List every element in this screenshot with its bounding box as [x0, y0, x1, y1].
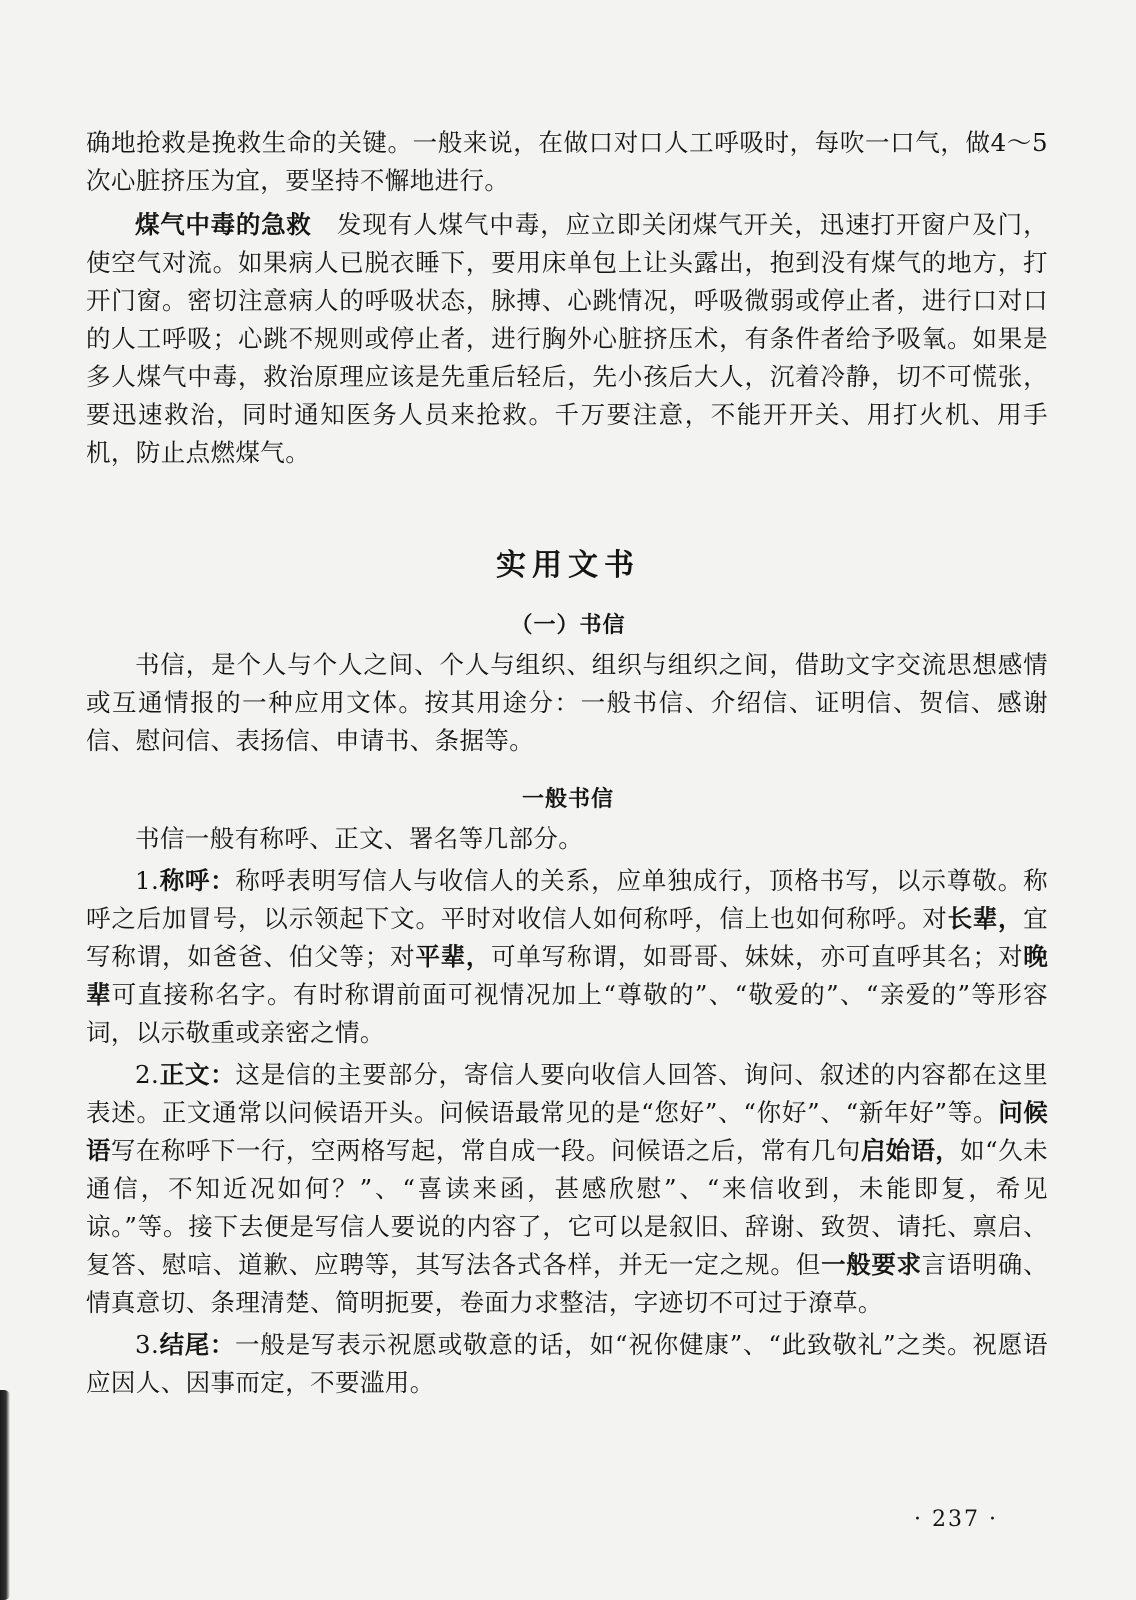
item-text: 宜写称谓，如爸爸、伯父等；对	[86, 904, 1048, 971]
item-text: 可单写称谓，如哥哥、妹妹，亦可直呼其名；对	[490, 942, 1024, 971]
item-number: 1.	[135, 866, 160, 895]
section-title: 实用文书	[496, 548, 640, 583]
item-term: 正文：	[159, 1060, 236, 1089]
intro-paragraph: 书信，是个人与个人之间、个人与组织、组织与组织之间，借助文字交流思想感情或互通情报的一种应用文体。按其用途分：一般书信、介绍信、证明信、贺信、感谢信、慰问信、表扬信、申请书、条据等。	[86, 650, 1048, 755]
subsection-title: （一）书信	[510, 613, 626, 638]
intro-block	[86, 646, 1048, 760]
item-salutation	[86, 862, 1048, 1052]
item-text: 这是信的主要部分，寄信人要向收信人回答、询问、叙述的内容都在这里表述。正文通常以问候语开头。问候语最常见的是“您好”、“你好”、“新年好”等。	[86, 1060, 1048, 1127]
item-text: 言语明确、情真意切、条理清楚、简明扼要，卷面力求整洁，字迹切不可过于潦草。	[86, 1250, 1048, 1317]
item-text: 写在称呼下一行，空两格写起，常自成一段。问候语之后，常有几句	[110, 1136, 861, 1165]
item-term: 称呼：	[159, 866, 236, 895]
keyword: 平辈，	[415, 942, 491, 971]
general-letter-heading: 一般书信	[521, 787, 614, 812]
general-letter-body	[86, 820, 1048, 1402]
keyword: 长辈，	[947, 904, 1024, 933]
keyword: 问候语	[86, 1098, 1048, 1165]
item-closing	[86, 1326, 1048, 1402]
keyword: 一般要求	[821, 1250, 922, 1279]
page-number: · 237 ·	[914, 1507, 998, 1532]
scan-edge-shadow	[0, 1390, 10, 1600]
gas-poisoning-paragraph	[86, 206, 1048, 472]
item-number: 2.	[135, 1060, 160, 1089]
item-text: 称呼表明写信人与收信人的关系，应单独成行，顶格书写，以示尊敬。称呼之后加冒号，以示领起下文。平时对收信人如何称呼，信上也如何称呼。对	[86, 866, 1048, 933]
item-number: 3.	[135, 1330, 160, 1359]
general-letter-lead: 书信一般有称呼、正文、署名等几部分。	[135, 824, 584, 853]
item-body	[86, 1056, 1048, 1322]
item-term: 结尾：	[159, 1330, 236, 1359]
gas-poisoning-body: 发现有人煤气中毒，应立即关闭煤气开关，迅速打开窗户及门，使空气对流。如果病人已脱衣睡下，要用床单包上让头露出，抱到没有煤气的地方，打开门窗。密切注意病人的呼吸状态，脉搏、心跳情况，呼吸微弱或停止者，进行口对口的人工呼吸；心跳不规则或停止者，进行胸外心脏挤压术，有条件者给予吸氧。如果是多人煤气中毒，救治原理应该是先重后轻后，先小孩后大人，沉着冷静，切不可慌张，要迅速救治，同时通知医务人员来抢救。千万要注意，不能开开关、用打火机、用手机，防止点燃煤气。	[86, 210, 1048, 467]
gas-poisoning-heading: 煤气中毒的急救	[135, 210, 312, 239]
keyword: 启始语，	[860, 1136, 961, 1165]
top-text-block	[86, 124, 1048, 472]
cpr-paragraph-end: 确地抢救是挽救生命的关键。一般来说，在做口对口人工呼吸时，每吹一口气，做4～5次心脏挤压为宜，要坚持不懈地进行。	[86, 128, 1048, 195]
keyword: 晚辈	[86, 942, 1048, 1009]
item-text: 可直接称名字。有时称谓前面可视情况加上“尊敬的”、“敬爱的”、“亲爱的”等形容词，以示敬重或亲密之情。	[86, 980, 1049, 1047]
item-text: 如“久未通信，不知近况如何？”、“喜读来函，甚感欣慰”、“来信收到，未能即复，希见谅。”等。接下去便是写信人要说的内容了，它可以是叙旧、辞谢、致贺、请托、禀启、复答、慰唁、道歉、应聘等，其写法各式各样，并无一定之规。但	[86, 1136, 1049, 1279]
item-text: 一般是写表示祝愿或敬意的话，如“祝你健康”、“此致敬礼”之类。祝愿语应因人、因事而定，不要滥用。	[86, 1330, 1048, 1397]
